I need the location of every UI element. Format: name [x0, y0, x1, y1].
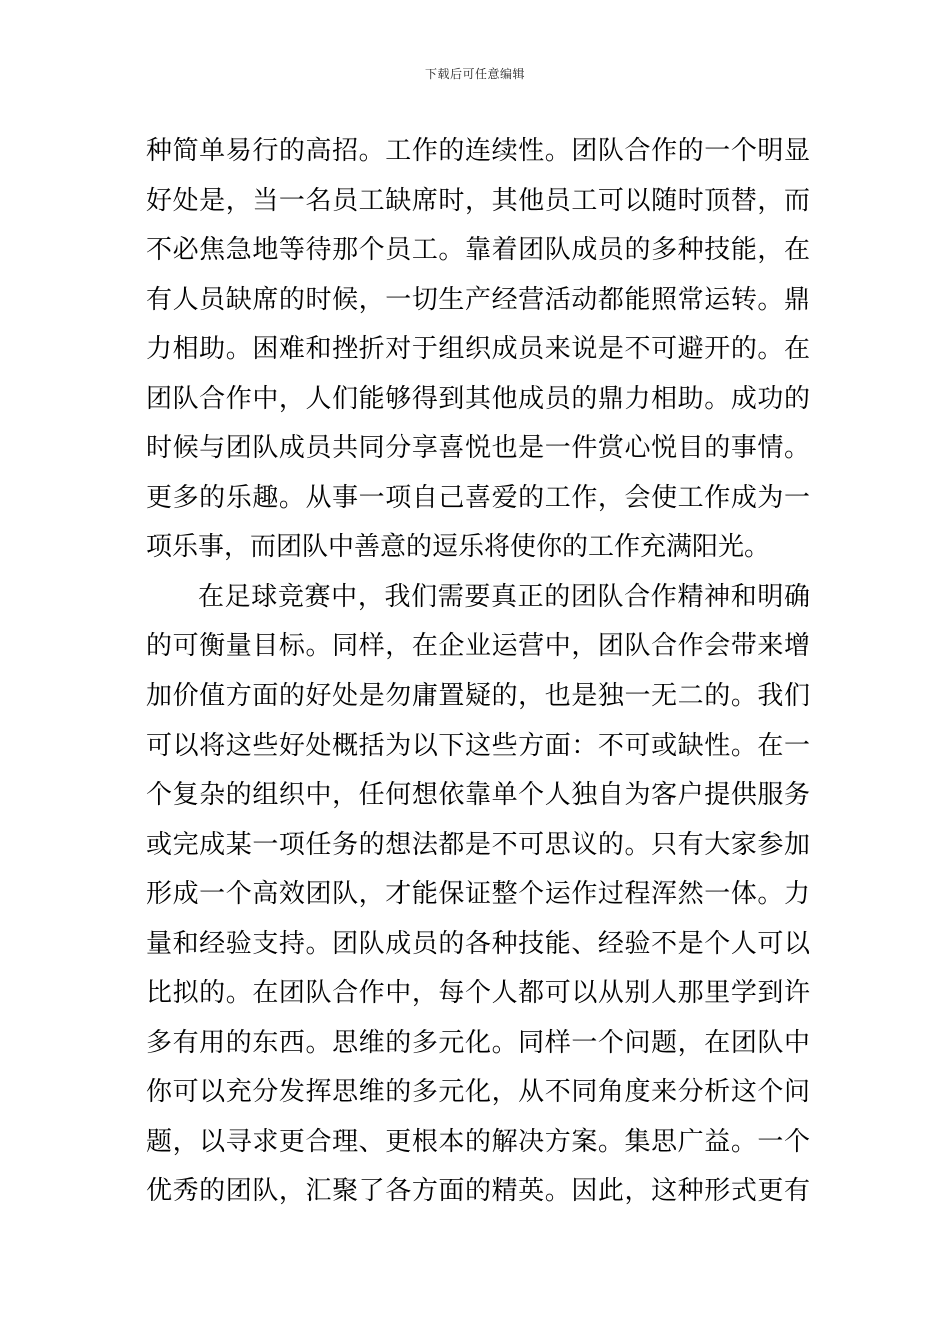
- text-line: 更多的乐趣。从事一项自己喜爱的工作，会使工作成为一: [146, 482, 810, 513]
- text-line: 的可衡量目标。同样，在企业运营中，团队合作会带来增: [146, 631, 810, 662]
- page-header: 下载后可任意编辑: [424, 67, 525, 81]
- document-body: [146, 127, 810, 1217]
- text-line: 比拟的。在团队合作中，每个人都可以从别人那里学到许: [146, 978, 810, 1009]
- text-line: 力相助。困难和挫折对于组织成员来说是不可避开的。在: [146, 334, 810, 365]
- text-line: 好处是，当一名员工缺席时，其他员工可以随时顶替，而: [146, 185, 810, 216]
- text-line: 在足球竞赛中，我们需要真正的团队合作精神和明确: [198, 581, 810, 612]
- text-line: 时候与团队成员共同分享喜悦也是一件赏心悦目的事情。: [146, 433, 810, 464]
- text-line: 题，以寻求更合理、更根本的解决方案。集思广益。一个: [146, 1126, 810, 1157]
- paragraph-1: [146, 127, 810, 573]
- text-line: 优秀的团队，汇聚了各方面的精英。因此，这种形式更有: [146, 1176, 810, 1207]
- text-line: 种简单易行的高招。工作的连续性。团队合作的一个明显: [146, 136, 810, 166]
- text-line: 个复杂的组织中，任何想依靠单个人独自为客户提供服务: [146, 780, 810, 811]
- text-line: 团队合作中，人们能够得到其他成员的鼎力相助。成功的: [146, 383, 810, 414]
- text-line: 不必焦急地等待那个员工。靠着团队成员的多种技能，在: [146, 235, 810, 266]
- text-line: 形成一个高效团队，才能保证整个运作过程浑然一体。力: [146, 879, 810, 910]
- text-line: 项乐事，而团队中善意的逗乐将使你的工作充满阳光。: [146, 532, 771, 563]
- text-line: 或完成某一项任务的想法都是不可思议的。只有大家参加: [146, 829, 810, 860]
- text-line: 量和经验支持。团队成员的各种技能、经验不是个人可以: [146, 928, 810, 959]
- text-line: 加价值方面的好处是勿庸置疑的，也是独一无二的。我们: [146, 681, 810, 712]
- paragraph-2: [146, 573, 810, 1217]
- text-line: 有人员缺席的时候，一切生产经营活动都能照常运转。鼎: [146, 284, 810, 315]
- text-line: 多有用的东西。思维的多元化。同样一个问题，在团队中: [146, 1027, 810, 1058]
- text-line: 可以将这些好处概括为以下这些方面：不可或缺性。在一: [146, 730, 810, 761]
- text-line: 你可以充分发挥思维的多元化，从不同角度来分析这个问: [146, 1077, 810, 1108]
